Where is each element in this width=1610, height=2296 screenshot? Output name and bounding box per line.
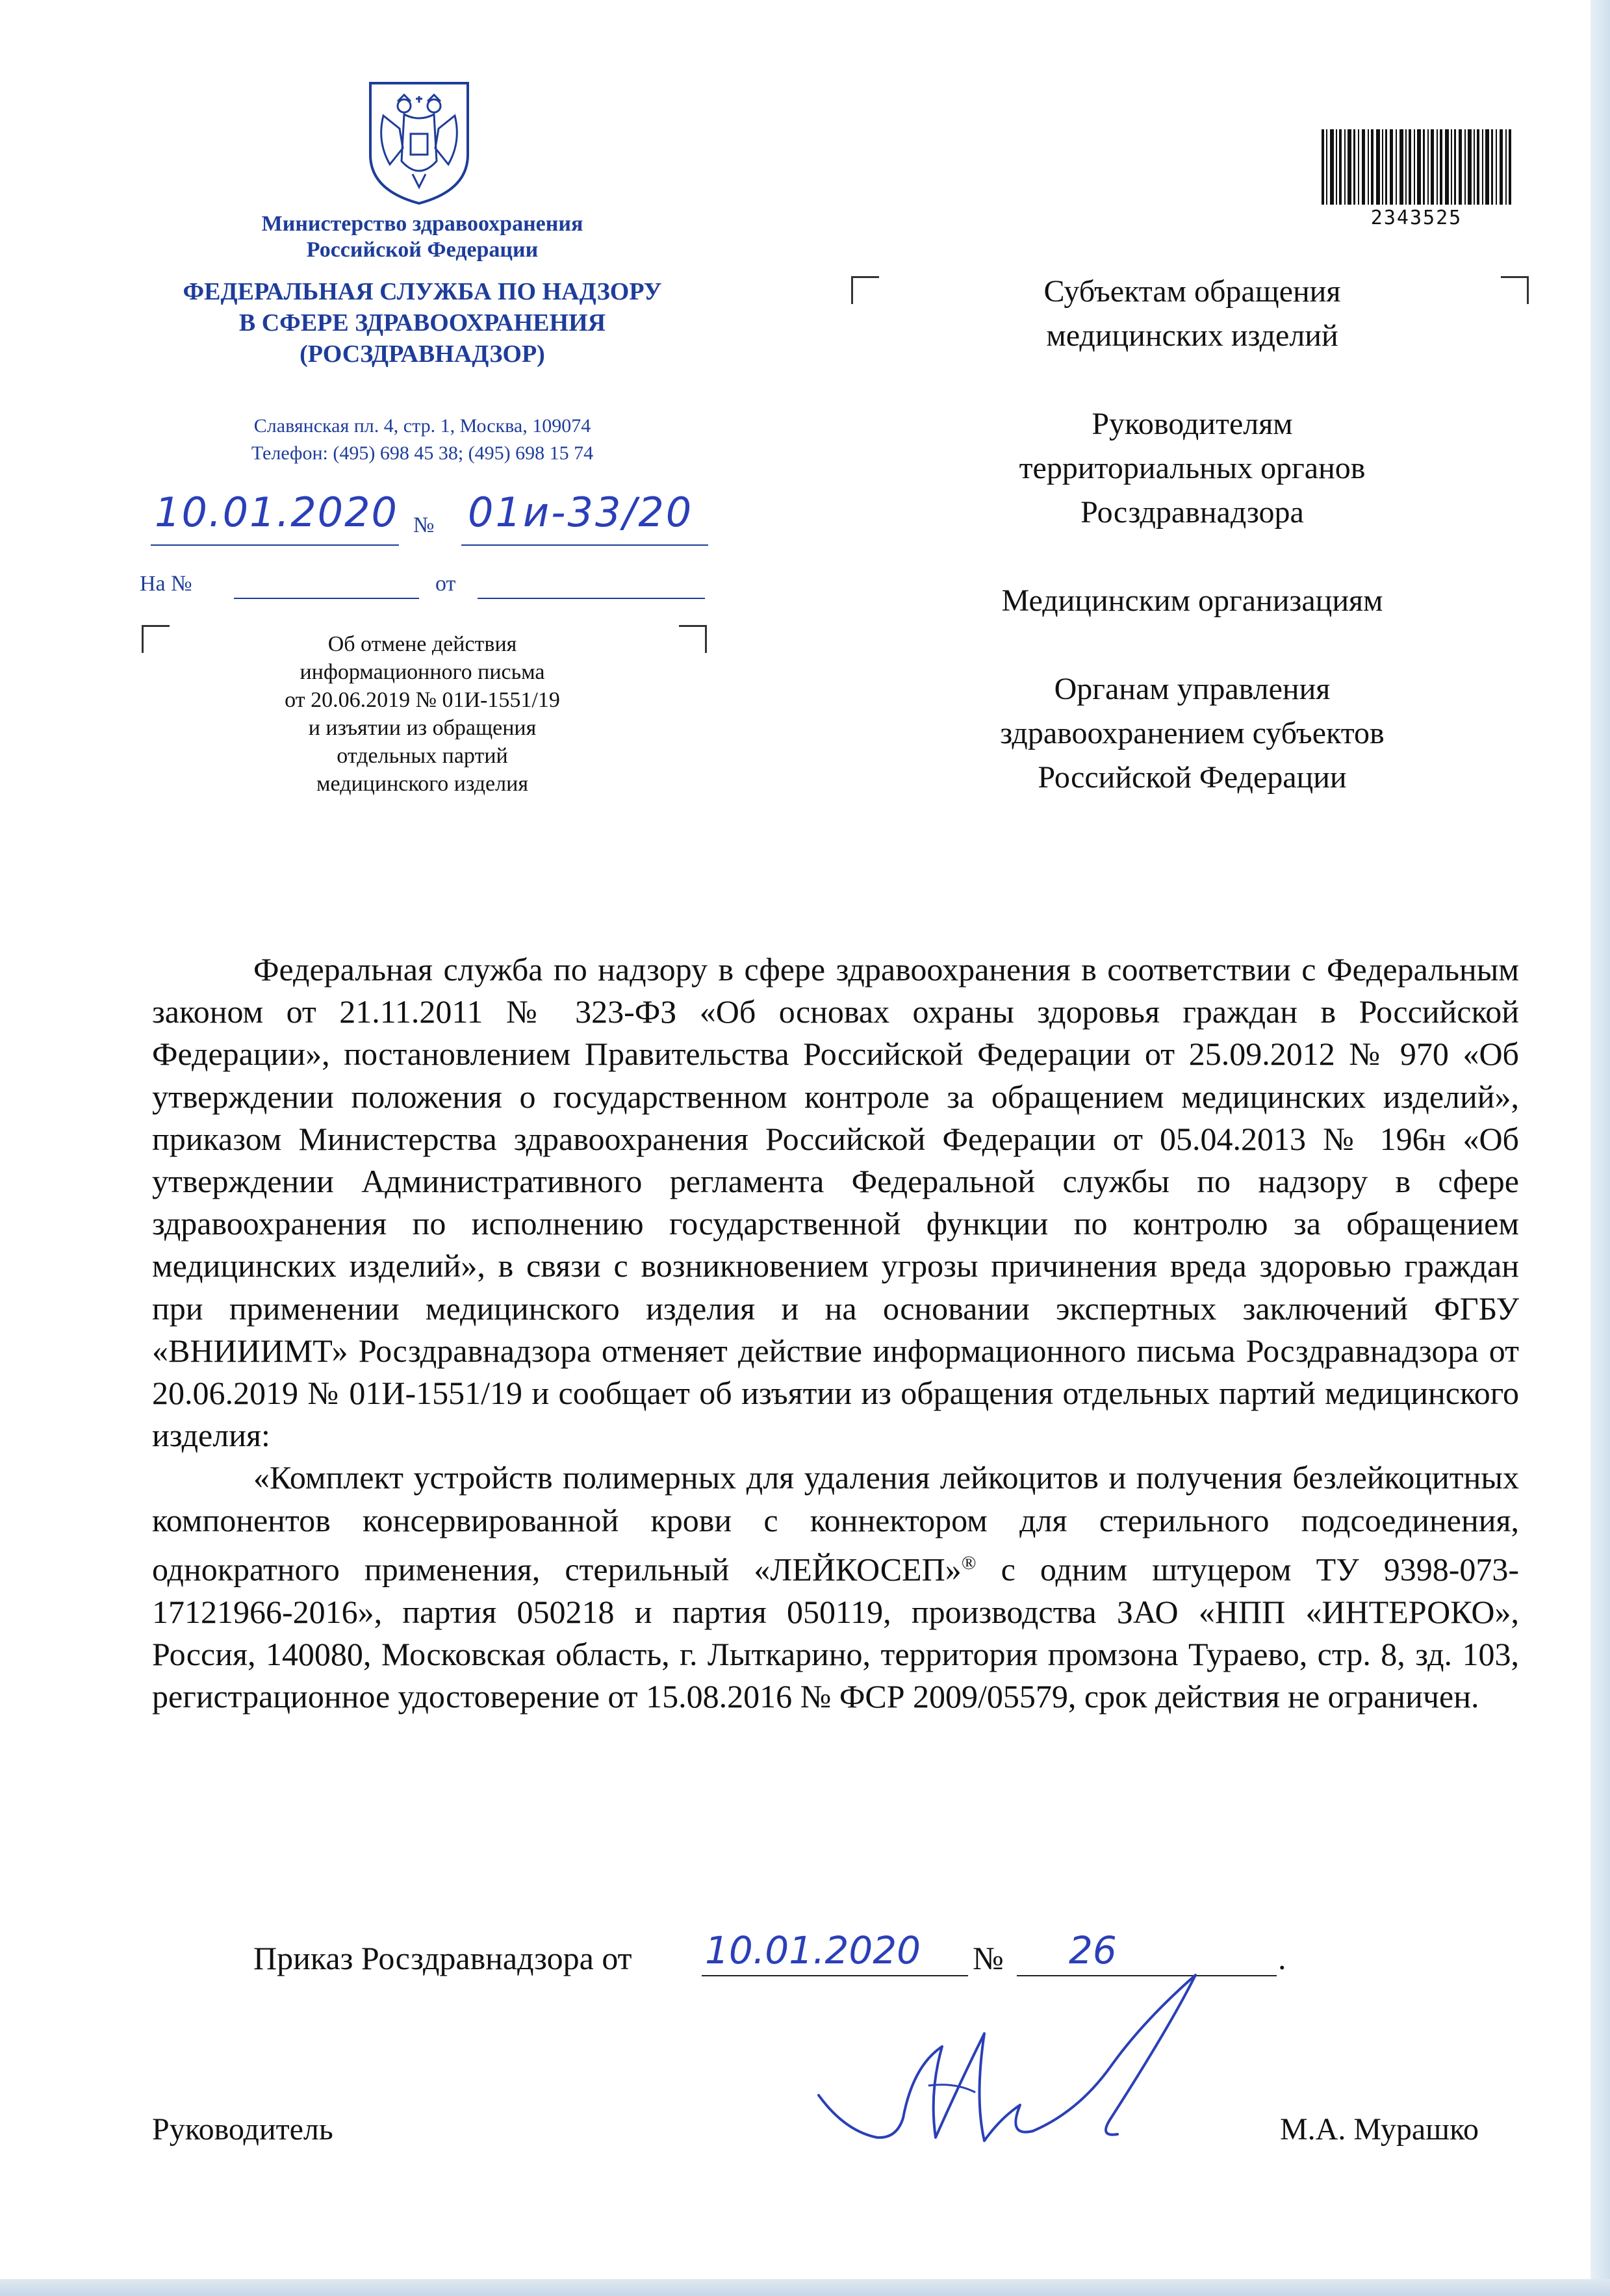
- addressee-line: Российской Федерации: [1038, 760, 1347, 795]
- corner-bracket: [679, 625, 707, 653]
- registered-mark: ®: [961, 1551, 977, 1574]
- addressee: [923, 270, 1462, 358]
- addressee: [923, 402, 1462, 535]
- page-edge: [1591, 0, 1610, 2296]
- ministry-line: Министерство здравоохранения: [261, 212, 583, 236]
- addressee-line: здравоохранением субъектов: [1000, 716, 1385, 750]
- date-underline: [151, 544, 399, 546]
- reply-number-blank: [234, 598, 419, 599]
- corner-bracket: [1501, 276, 1529, 304]
- addressee-line: Органам управления: [1054, 672, 1331, 706]
- addressee-line: Субъектам обращения: [1043, 274, 1341, 309]
- corner-bracket: [142, 625, 170, 653]
- signer-position: Руководитель: [152, 2112, 333, 2147]
- page-edge-bottom: [0, 2279, 1610, 2296]
- service-line: В СФЕРЕ ЗДРАВООХРАНЕНИЯ: [238, 309, 606, 337]
- ministry-line: Российской Федерации: [306, 238, 539, 262]
- order-end: .: [1278, 1940, 1286, 1976]
- reply-date-blank: [478, 598, 705, 599]
- signer-name: М.А. Мурашко: [1280, 2112, 1479, 2147]
- address-block: [182, 413, 663, 467]
- address-line: Славянская пл. 4, стр. 1, Москва, 109074: [253, 415, 591, 437]
- addressee: [923, 579, 1462, 623]
- body-paragraph: [152, 1457, 1519, 1718]
- addressee-block: [923, 270, 1462, 844]
- order-number-sign: №: [973, 1940, 1004, 1976]
- number-sign: №: [413, 513, 435, 537]
- coat-of-arms-icon: [364, 77, 474, 207]
- order-label: Приказ Росздравнадзора от: [253, 1940, 632, 1976]
- barcode: [1319, 127, 1514, 211]
- subject-line: от 20.06.2019 № 01И-1551/19: [285, 688, 560, 712]
- addressee-line: территориальных органов: [1019, 451, 1366, 485]
- service-name: [123, 276, 721, 370]
- addressee-line: Медицинским организациям: [1001, 583, 1383, 618]
- order-number: 26: [1069, 1928, 1117, 1972]
- order-date: 10.01.2020: [705, 1928, 921, 1972]
- reply-from-label: от: [435, 572, 456, 596]
- addressee: [923, 667, 1462, 800]
- number-underline: [461, 544, 708, 546]
- subject-line: и изъятии из обращения: [308, 716, 537, 740]
- ministry-name: [214, 211, 630, 263]
- body-paragraph: Федеральная служба по надзору в сфере здравоохранения в соответствии с Федеральным законом от 21.11.2011 № 323-ФЗ «Об основах охраны здоровья граждан в Российской Федерации», постановлением Правительства Российской Федерации от 25.09.2012 № 970 «Об утверждении положения о государственном контроле за обращением медицинских изделий», приказом Министерства здравоохранения Российской Федерации от 05.04.2013 № 196н «Об утверждении Административного регламента Федеральной службы по надзору в сфере здравоохранения по исполнению государственной функции по контролю за обращением медицинских изделий», в связи с возникновением угрозы причинения вреда здоровью граждан при применении медицинского изделия и на основании экспертных заключений ФГБУ «ВНИИИМТ» Росздравнадзора отменяет действие информационного письма Росздравнадзора от 20.06.2019 № 01И-1551/19 и сообщает об изъятии из обращения отдельных партий медицинского изделия:: [152, 951, 1519, 1454]
- barcode-number: 2343525: [1370, 207, 1463, 229]
- corner-bracket: [851, 276, 879, 304]
- reply-number-label: На №: [140, 572, 192, 596]
- outgoing-number: 01и-33/20: [468, 489, 694, 536]
- handwritten-signature: [806, 1969, 1228, 2176]
- subject-line: медицинского изделия: [316, 772, 528, 796]
- product-description: «Комплект устройств полимерных для удаления лейкоцитов и получения безлейкоцитных компонентов консервированной крови с коннектором для стерильного подсоединения, однократного применения, стерильный «ЛЕЙКОСЕП»: [152, 1459, 1519, 1588]
- subject-block: [195, 630, 650, 798]
- subject-line: информационного письма: [300, 660, 545, 684]
- addressee-line: Росздравнадзора: [1080, 495, 1304, 529]
- service-line: ФЕДЕРАЛЬНАЯ СЛУЖБА ПО НАДЗОРУ: [183, 278, 662, 305]
- subject-line: отдельных партий: [337, 744, 508, 768]
- letter-body: [152, 949, 1519, 1718]
- product-details: с одним штуцером ТУ 9398-073-17121966-2016», партия 050218 и партия 050119, производства ЗАО «НПП «ИНТЕРОКО», Россия, 140080, Московская область, г. Лыткарино, территория промзона Тураево, стр. 8, зд. 103, регистрационное удостоверение от 15.08.2016 № ФСР 2009/05579, срок действия не ограничен.: [152, 1551, 1520, 1715]
- addressee-line: Руководителям: [1092, 407, 1293, 441]
- service-line: (РОСЗДРАВНАДЗОР): [300, 340, 545, 368]
- outgoing-date: 10.01.2020: [155, 489, 398, 536]
- phone-line: Телефон: (495) 698 45 38; (495) 698 15 74: [251, 442, 594, 464]
- addressee-line: медицинских изделий: [1046, 318, 1338, 353]
- subject-line: Об отмене действия: [327, 632, 517, 656]
